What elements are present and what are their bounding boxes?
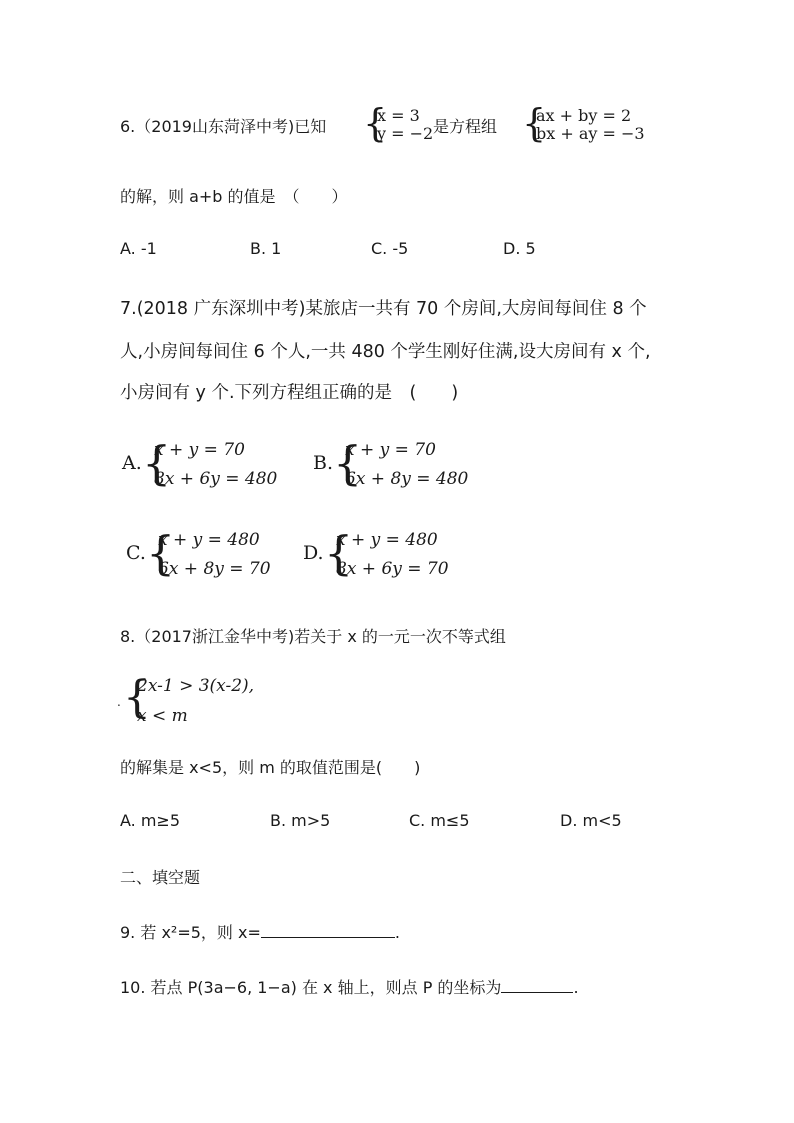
q8-dot: . <box>117 695 121 709</box>
q6-system-2-eq1: ax + by = 2 <box>536 106 632 125</box>
q8-option-a: A. m≥5 <box>120 811 181 830</box>
q6-option-a: A. -1 <box>120 239 157 258</box>
q6-mid-text: 是方程组 <box>433 117 498 136</box>
section-heading: 二、填空题 <box>120 868 201 887</box>
brace-icon: { <box>333 436 363 490</box>
q7-option-b-eq1: x + y = 70 <box>345 440 436 460</box>
q7-option-d-label: D. <box>303 542 324 564</box>
q9-text: 9. 若 x²=5，则 x= <box>120 923 261 942</box>
q8-option-b: B. m>5 <box>270 811 331 830</box>
q10-text: 10. 若点 P(3a−6, 1−a) 在 x 轴上，则点 P 的坐标为 <box>120 978 502 997</box>
q7-line1: 7.(2018 广东深圳中考)某旅店一共有 70 个房间,大房间每间住 8 个 <box>120 299 647 319</box>
q7-option-c-eq1: x + y = 480 <box>158 530 260 550</box>
q7-line2: 人,小房间每间住 6 个人,一共 480 个学生刚好住满,设大房间有 x 个, <box>120 342 651 362</box>
q7-option-a-label: A. <box>122 452 142 474</box>
q9-answer-blank[interactable] <box>261 923 395 938</box>
q8-system-eq1: 2x-1 > 3(x-2), <box>137 676 255 696</box>
q6-option-b: B. 1 <box>250 239 282 258</box>
q8-option-c: C. m≤5 <box>409 811 470 830</box>
q6-option-c: C. -5 <box>371 239 409 258</box>
q10-end: . <box>573 978 579 997</box>
q6-system-1-eq2: y = −2 <box>377 124 434 143</box>
q7-option-d-eq2: 8x + 6y = 70 <box>336 559 449 579</box>
q6-system-2-eq2: bx + ay = −3 <box>536 124 645 143</box>
q8-line1: 8.（2017浙江金华中考)若关于 x 的一元一次不等式组 <box>120 627 506 646</box>
q7-option-d-eq1: x + y = 480 <box>336 530 438 550</box>
q6-option-d: D. 5 <box>503 239 536 258</box>
q7-option-b-eq2: 6x + 8y = 480 <box>345 469 469 489</box>
q8-system-eq2: x < m <box>137 706 188 726</box>
q6-prefix: 6.（2019山东菏泽中考)已知 <box>120 117 327 136</box>
brace-icon: { <box>363 101 388 145</box>
brace-icon: { <box>142 436 172 490</box>
brace-icon: { <box>522 101 547 145</box>
q9-end: . <box>394 923 400 942</box>
q6-line2: 的解，则 a+b 的值是 （ ） <box>120 187 348 206</box>
q6-system-1-eq1: x = 3 <box>377 106 420 125</box>
brace-icon: { <box>123 672 151 723</box>
q7-option-b-label: B. <box>313 452 334 474</box>
q7-line3: 小房间有 y 个.下列方程组正确的是 ( ) <box>120 383 459 403</box>
brace-icon: { <box>324 526 354 580</box>
q10-answer-blank[interactable] <box>501 978 573 993</box>
q7-option-c-label: C. <box>126 542 146 564</box>
q8-option-d: D. m<5 <box>560 811 622 830</box>
q8-line2: 的解集是 x<5，则 m 的取值范围是( ) <box>120 758 421 777</box>
q7-option-c-eq2: 6x + 8y = 70 <box>158 559 271 579</box>
q7-option-a-eq1: x + y = 70 <box>154 440 245 460</box>
brace-icon: { <box>146 526 176 580</box>
q7-option-a-eq2: 8x + 6y = 480 <box>154 469 278 489</box>
q10-line <box>120 975 579 998</box>
q9-line <box>120 920 400 943</box>
